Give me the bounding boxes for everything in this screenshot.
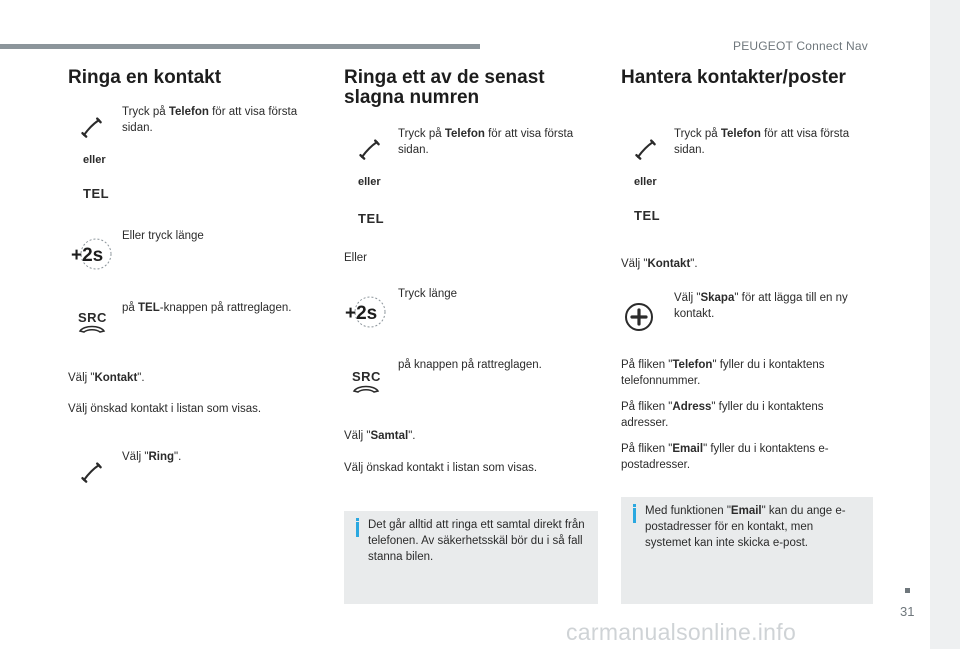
info-icon — [356, 522, 359, 537]
section-manage-contacts — [621, 0, 877, 649]
step-tab-phone: På fliken "Telefon" fyller du i kontaktens telefonnummer. — [621, 359, 825, 387]
or-label: eller — [634, 176, 657, 188]
steering-phone-button-icon[interactable] — [78, 324, 106, 334]
svg-text:+2s: +2s — [71, 245, 104, 266]
info-note-text: Med funktionen "Email" kan du ange e-postadresser för en kontakt, men systemet kan inte skicka e-post. — [645, 505, 846, 549]
or-label: eller — [83, 154, 106, 166]
section-redial — [344, 0, 600, 649]
info-icon-dot — [356, 518, 359, 521]
info-icon-dot — [633, 504, 636, 507]
section-title-line2: slagna numren — [344, 87, 480, 108]
section-call-contact — [68, 0, 318, 649]
section-title: Hantera kontakter/poster — [621, 67, 846, 88]
step-tab-email: På fliken "Email" fyller du i kontaktens e-postadresser. — [621, 443, 829, 471]
step-long-press: Tryck länge — [398, 288, 458, 300]
add-contact-icon[interactable] — [624, 302, 654, 332]
section-title: Ringa en kontakt — [68, 67, 222, 88]
step-long-press: Eller tryck länge — [122, 230, 204, 242]
step-choose-contact: Välj "Kontakt". — [621, 258, 698, 270]
step-src-button: på knappen på rattreglagen. — [398, 359, 542, 371]
or-text: Eller — [344, 252, 368, 264]
info-note — [344, 511, 598, 604]
src-label: SRC — [352, 369, 381, 384]
page-number: 31 — [900, 604, 915, 619]
long-press-2s-icon[interactable] — [344, 294, 388, 330]
svg-text:+2s: +2s — [345, 303, 378, 324]
step-pick-contact: Välj önskad kontakt i listan som visas. — [68, 403, 262, 415]
step-choose-contact: Välj "Kontakt". — [68, 372, 145, 384]
info-note — [621, 497, 873, 604]
step-select-ring: Välj "Ring". — [122, 451, 182, 463]
brand-title: PEUGEOT Connect Nav — [733, 39, 868, 53]
src-label: SRC — [78, 310, 107, 325]
watermark: carmanualsonline.info — [566, 619, 797, 645]
phone-icon[interactable] — [80, 461, 104, 485]
or-label: eller — [358, 176, 381, 188]
info-note-text: Det går alltid att ringa ett samtal direkt från telefonen. Av säkerhetsskäl bör du i så fall stanna bilen. — [368, 519, 585, 563]
step-tab-address: På fliken "Adress" fyller du i kontaktens adresser. — [621, 401, 824, 429]
tel-button-label[interactable]: TEL — [358, 211, 385, 226]
step-press-phone: Tryck på Telefon för att visa första sidan. — [122, 106, 298, 134]
step-pick-contact: Välj önskad kontakt i listan som visas. — [344, 462, 538, 474]
phone-icon[interactable] — [80, 116, 104, 140]
phone-icon[interactable] — [358, 138, 382, 162]
long-press-2s-icon[interactable] — [70, 236, 114, 272]
section-title-line1: Ringa ett av de senast — [344, 67, 545, 88]
tel-button-label[interactable]: TEL — [83, 186, 110, 201]
step-create-contact: Välj "Skapa" för att lägga till en ny kontakt. — [674, 292, 848, 320]
steering-phone-button-icon[interactable] — [352, 384, 380, 394]
phone-icon[interactable] — [634, 138, 658, 162]
page-marker — [905, 588, 910, 593]
step-press-phone: Tryck på Telefon för att visa första sidan. — [674, 128, 850, 156]
step-press-phone: Tryck på Telefon för att visa första sidan. — [398, 128, 574, 156]
page-margin-strip — [930, 0, 960, 649]
tel-button-label[interactable]: TEL — [634, 208, 661, 223]
step-choose-calls: Välj "Samtal". — [344, 430, 416, 442]
step-src-button: på TEL-knappen på rattreglagen. — [122, 302, 292, 314]
info-icon — [633, 508, 636, 523]
